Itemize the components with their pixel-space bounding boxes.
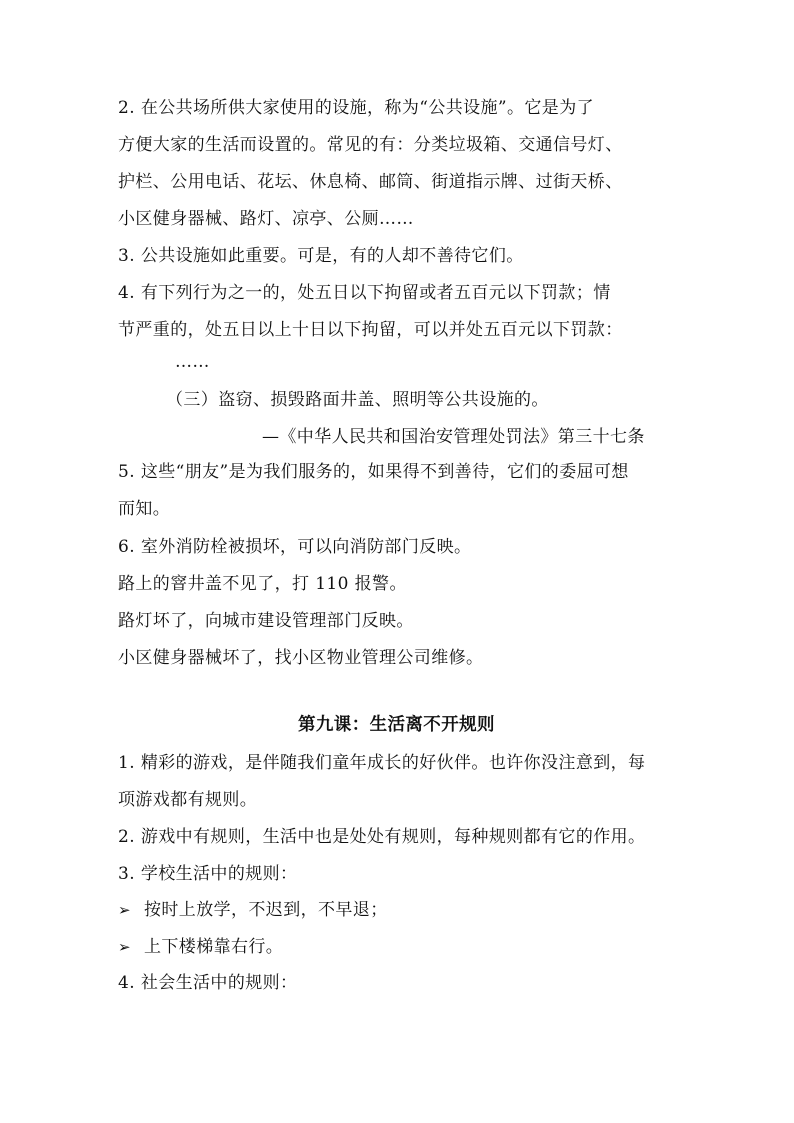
bullet-item-2: [118, 935, 283, 959]
lesson-9-paragraph-2: 2. 游戏中有规则，生活中也是处处有规则，每种规则都有它的作用。: [118, 827, 646, 847]
paragraph-3: 3. 公共设施如此重要。可是，有的人却不善待它们。: [118, 246, 524, 266]
lesson-9-paragraph-1-line-2: 项游戏都有规则。: [118, 790, 258, 810]
arrow-bullet-icon: ➢: [118, 938, 131, 956]
law-citation: —《中华人民共和国治安管理处罚法》第三十七条: [262, 427, 645, 447]
lesson-9-paragraph-1-line-1: 1. 精彩的游戏，是伴随我们童年成长的好伙伴。也许你没注意到，每: [118, 753, 646, 773]
lesson-9-paragraph-3: 3. 学校生活中的规则：: [118, 864, 298, 884]
paragraph-2-line-3: 护栏、公用电话、花坛、休息椅、邮筒、街道指示牌、过街天桥、: [118, 172, 623, 192]
paragraph-5-line-1: 5. 这些“朋友”是为我们服务的，如果得不到善待，它们的委屈可想: [118, 462, 629, 482]
bullet-item-2-text: 上下楼梯靠右行。: [144, 937, 284, 957]
lesson-9-heading: 第九课：生活离不开规则: [298, 715, 495, 735]
arrow-bullet-icon: ➢: [118, 901, 131, 919]
law-clause: （三）盗窃、损毁路面井盖、照明等公共设施的。: [166, 390, 549, 410]
paragraph-2-line-2: 方便大家的生活而设置的。常见的有：分类垃圾箱、交通信号灯、: [118, 135, 623, 155]
paragraph-6-line-1: 6. 室外消防栓被损坏，可以向消防部门反映。: [118, 537, 472, 557]
lesson-9-paragraph-4: 4. 社会生活中的规则：: [118, 973, 298, 993]
paragraph-2-line-1: 2. 在公共场所供大家使用的设施，称为“公共设施”。它是为了: [118, 98, 595, 118]
bullet-item-1-text: 按时上放学，不迟到，不早退；: [144, 900, 388, 920]
paragraph-6-line-4: 小区健身器械坏了，找小区物业管理公司维修。: [118, 648, 484, 668]
bullet-item-1: [118, 898, 388, 922]
paragraph-6-line-2: 路上的窨井盖不见了，打 110 报警。: [118, 574, 407, 594]
paragraph-4-line-2: 节严重的，处五日以上十日以下拘留，可以并处五百元以下罚款：: [118, 320, 623, 340]
paragraph-2-line-4: 小区健身器械、路灯、凉亭、公厕……: [118, 209, 414, 229]
ellipsis-line: ……: [175, 352, 210, 372]
paragraph-6-line-3: 路灯坏了，向城市建设管理部门反映。: [118, 611, 414, 631]
paragraph-5-line-2: 而知。: [118, 499, 171, 519]
paragraph-4-line-1: 4. 有下列行为之一的，处五日以下拘留或者五百元以下罚款；情: [118, 283, 611, 303]
